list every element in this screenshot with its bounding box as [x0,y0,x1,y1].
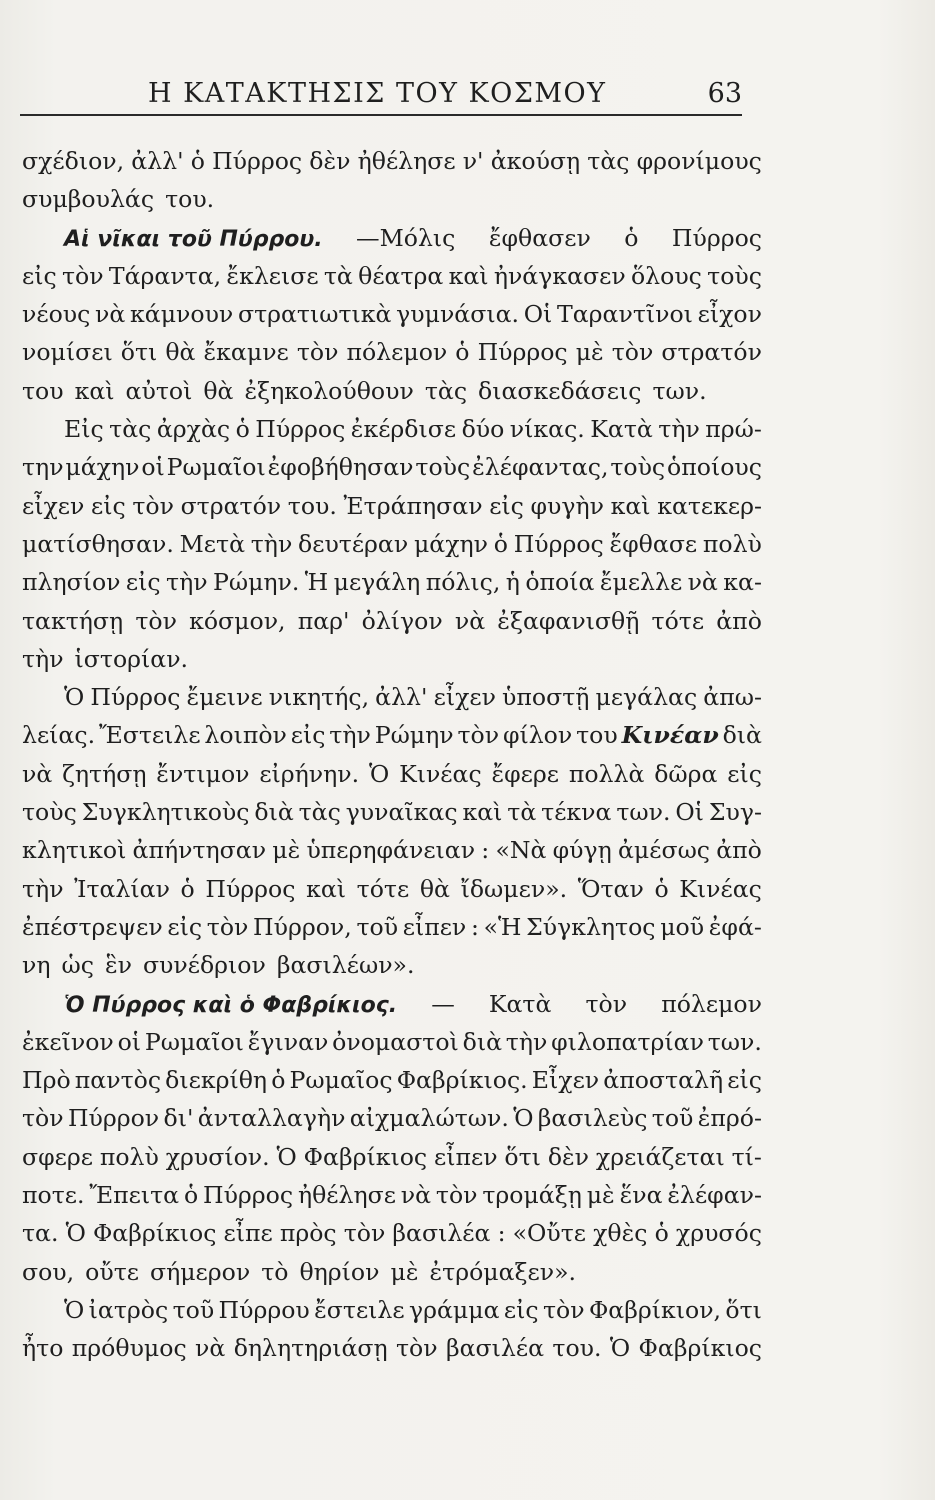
running-header [20,74,742,116]
text-line: τὴν Ἰταλίαν ὁ Πύρρος καὶ τότε θὰ ἴδωμεν». Ὅταν ὁ Κινέας [22,874,762,903]
text-line: εἶχεν εἰς τὸν στρατόν του. Ἐτράπησαν εἰς φυγὴν καὶ κατεκερ- [22,491,762,520]
text-line: λείας. Ἔστειλε λοιπὸν εἰς τὴν Ρώμην τὸν φίλον του Κινέαν διὰ [22,721,762,750]
text-line: πλησίον εἰς τὴν Ρώμην. Ἡ μεγάλη πόλις, ἡ ὁποία ἔμελλε νὰ κα- [22,568,762,597]
text-line: νη ὡς ἓν συνέδριον βασιλέων». [22,951,415,980]
text-line: του καὶ αὐτοὶ θὰ ἐξηκολούθουν τὰς διασκεδάσεις των. [22,376,707,405]
body-text [22,142,762,1368]
text-line: Εἰς τὰς ἀρχὰς ὁ Πύρρος ἐκέρδισε δύο νίκας. Κατὰ τὴν πρώ- [64,415,762,444]
text-line: τοὺς Συγκλητικοὺς διὰ τὰς γυναῖκας καὶ τὰ τέκνα των. Οἱ Συγ- [22,798,762,827]
text-line: την μάχην οἱ Ρωμαῖοι ἐφοβήθησαν τοὺς ἐλέφαντας, τοὺς ὁποίους [22,453,762,482]
text-line: νέους νὰ κάμνουν στρατιωτικὰ γυμνάσια. Οἱ Ταραντῖνοι εἶχον [22,300,762,329]
text-line: τα. Ὁ Φαβρίκιος εἶπε πρὸς τὸν βασιλέα : «Οὔτε χθὲς ὁ χρυσός [22,1219,762,1248]
text-line: εἰς τὸν Τάραντα, ἔκλεισε τὰ θέατρα καὶ ἠνάγκασεν ὅλους τοὺς [22,261,762,290]
text-line: συμβουλάς του. [22,185,215,214]
text-line: σου, οὔτε σήμερον τὸ θηρίον μὲ ἐτρόμαξεν». [22,1257,577,1286]
text-line: νὰ ζητήσῃ ἔντιμον εἰρήνην. Ὁ Κινέας ἔφερε πολλὰ δῶρα εἰς [22,759,762,788]
text-line: κλητικοὶ ἀπήντησαν μὲ ὑπερηφάνειαν : «Νὰ φύγῃ ἀμέσως ἀπὸ [22,836,762,865]
text-line: τὴν ἱστορίαν. [22,644,189,673]
running-title: Η ΚΑΤΑΚΤΗΣΙΣ ΤΟΥ ΚΟΣΜΟΥ [148,78,607,109]
text-line: Αἱ νῖκαι τοῦ Πύρρου. —Μόλις ἔφθασεν ὁ Πύρρος [64,223,762,252]
text-line: νομίσει ὅτι θὰ ἔκαμνε τὸν πόλεμον ὁ Πύρρος μὲ τὸν στρατόν [22,338,762,367]
text-line: ἐκεῖνον οἱ Ρωμαῖοι ἔγιναν ὀνομαστοὶ διὰ τὴν φιλοπατρίαν των. [22,1027,762,1056]
text-line: σφερε πολὺ χρυσίον. Ὁ Φαβρίκιος εἶπεν ὅτι δὲν χρειάζεται τί- [22,1142,762,1171]
text-line: ματίσθησαν. Μετὰ τὴν δευτέραν μάχην ὁ Πύρρος ἔφθασε πολὺ [22,529,762,558]
page-number: 63 [707,78,742,109]
text-line: Πρὸ παντὸς διεκρίθη ὁ Ρωμαῖος Φαβρίκιος. Εἶχεν ἀποσταλῆ εἰς [22,1066,762,1095]
text-line: Ὁ ἰατρὸς τοῦ Πύρρου ἔστειλε γράμμα εἰς τὸν Φαβρίκιον, ὅτι [64,1295,762,1324]
text-line: Ὁ Πύρρος καὶ ὁ Φαβρίκιος. — Κατὰ τὸν πόλεμον [64,989,762,1018]
text-line: ἐπέστρεψεν εἰς τὸν Πύρρον, τοῦ εἶπεν : «Ἡ Σύγκλητος μοῦ ἐφά- [22,912,762,941]
text-line: σχέδιον, ἀλλ' ὁ Πύρρος δὲν ἠθέλησε ν' ἀκούσῃ τὰς φρονίμους [22,147,762,175]
text-line: ἦτο πρόθυμος νὰ δηλητηριάσῃ τὸν βασιλέα του. Ὁ Φαβρίκιος [22,1334,762,1363]
text-line: ποτε. Ἔπειτα ὁ Πύρρος ἠθέλησε νὰ τὸν τρομάξῃ μὲ ἕνα ἐλέφαν- [22,1181,762,1210]
text-line: Ὁ Πύρρος ἔμεινε νικητής, ἀλλ' εἶχεν ὑποστῇ μεγάλας ἀπω- [64,683,762,712]
text-line: τὸν Πύρρον δι' ἀνταλλαγὴν αἰχμαλώτων. Ὁ βασιλεὺς τοῦ ἐπρό- [22,1104,762,1133]
text-line: τακτήσῃ τὸν κόσμον, παρ' ὀλίγον νὰ ἐξαφανισθῇ τότε ἀπὸ [22,606,762,635]
